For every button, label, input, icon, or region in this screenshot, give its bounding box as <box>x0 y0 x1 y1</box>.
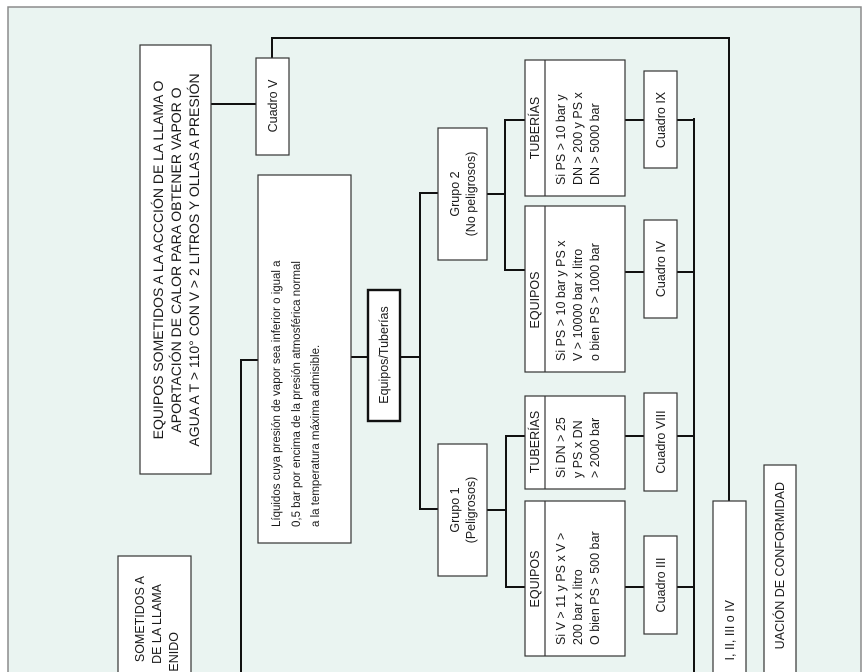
svg-text:Cuadro IX: Cuadro IX <box>654 91 668 149</box>
svg-text:a la temperatura máxima admisi: a la temperatura máxima admisible. <box>310 344 322 527</box>
svg-text:ENIDO: ENIDO <box>167 632 181 672</box>
svg-text:TUBERÍAS: TUBERÍAS <box>528 96 542 160</box>
svg-text:Grupo 1: Grupo 1 <box>448 487 462 533</box>
svg-text:Si PS > 10 bar y PS x: Si PS > 10 bar y PS x <box>554 240 568 361</box>
svg-text:EQUIPOS: EQUIPOS <box>528 271 542 329</box>
svg-text:DE LA LLAMA: DE LA LLAMA <box>150 584 164 664</box>
svg-text:Equipos/Tuberías: Equipos/Tuberías <box>377 306 391 404</box>
svg-text:Si V > 11 y PS x V >: Si V > 11 y PS x V > <box>554 532 568 645</box>
svg-text:Grupo 2: Grupo 2 <box>448 171 462 217</box>
evaluation-box <box>764 465 796 672</box>
cuadro-viii-box <box>644 393 677 491</box>
partial-box-flame-equipment <box>118 556 191 672</box>
svg-text:DN > 5000 bar: DN > 5000 bar <box>588 103 602 185</box>
main-box-flame-equipment <box>140 45 211 474</box>
svg-text:DN > 200 y PS x: DN > 200 y PS x <box>571 92 585 185</box>
svg-text:Si DN > 25: Si DN > 25 <box>554 417 568 478</box>
svg-text:EQUIPOS: EQUIPOS <box>528 550 542 608</box>
svg-text:TUBERÍAS: TUBERÍAS <box>528 410 542 474</box>
svg-text:UACIÓN DE CONFORMIDAD: UACIÓN DE CONFORMIDAD <box>773 482 787 650</box>
group1-equipos-box <box>525 501 625 656</box>
svg-text:y PS x DN: y PS x DN <box>571 420 585 478</box>
svg-text:Cuadro III: Cuadro III <box>654 557 668 613</box>
cuadro-iii-box <box>644 536 677 634</box>
cuadro-v-box <box>256 58 289 155</box>
svg-text:Cuadro VIII: Cuadro VIII <box>654 410 668 474</box>
group2-equipos-box <box>525 206 625 372</box>
equipos-tuberias-box <box>368 290 400 421</box>
cuadro-iv-box <box>644 220 677 318</box>
category-box <box>713 501 746 672</box>
group2-box <box>438 128 487 260</box>
liquids-box <box>258 175 351 543</box>
group2-tuberias-box <box>525 60 625 196</box>
svg-text:EQUIPOS SOMETIDOS A LA ACCCIÓN: EQUIPOS SOMETIDOS A LA ACCCIÓN DE LA LLAMA O <box>150 80 166 440</box>
svg-text:(Peligrosos): (Peligrosos) <box>464 476 478 544</box>
svg-text:Si PS > 10 bar y: Si PS > 10 bar y <box>554 94 568 185</box>
svg-text:Cuadro IV: Cuadro IV <box>654 240 668 298</box>
svg-text:APORTACIÓN DE CALOR PARA OBTEN: APORTACIÓN DE CALOR PARA OBTENER VAPOR O <box>168 87 184 433</box>
svg-text:AGUA A T > 110° CON V > 2 LITR: AGUA A T > 110° CON V > 2 LITROS Y OLLAS A PRESIÓN <box>186 73 202 447</box>
svg-text:I, II, III o IV: I, II, III o IV <box>723 600 737 661</box>
svg-text:200 bar x litro: 200 bar x litro <box>571 569 585 645</box>
svg-text:(No peligrosos): (No peligrosos) <box>464 151 478 237</box>
svg-text:SOMETIDOS A: SOMETIDOS A <box>133 576 147 663</box>
svg-text:Cuadro V: Cuadro V <box>266 79 280 133</box>
svg-text:O bien PS > 500 bar: O bien PS > 500 bar <box>588 531 602 645</box>
svg-text:V > 10000 bar x litro: V > 10000 bar x litro <box>571 248 585 361</box>
svg-text:Líquidos cuya presión de vapor: Líquidos cuya presión de vapor sea inferior o igual a <box>271 260 283 527</box>
group1-box <box>438 444 487 576</box>
group1-tuberias-box <box>525 396 625 489</box>
cuadro-ix-box <box>644 71 677 168</box>
svg-text:> 2000 bar: > 2000 bar <box>588 417 602 478</box>
svg-text:o bien PS > 1000 bar: o bien PS > 1000 bar <box>588 243 602 361</box>
svg-text:0,5 bar por encima de la presi: 0,5 bar por encima de la presión atmosférica normal <box>291 261 303 527</box>
